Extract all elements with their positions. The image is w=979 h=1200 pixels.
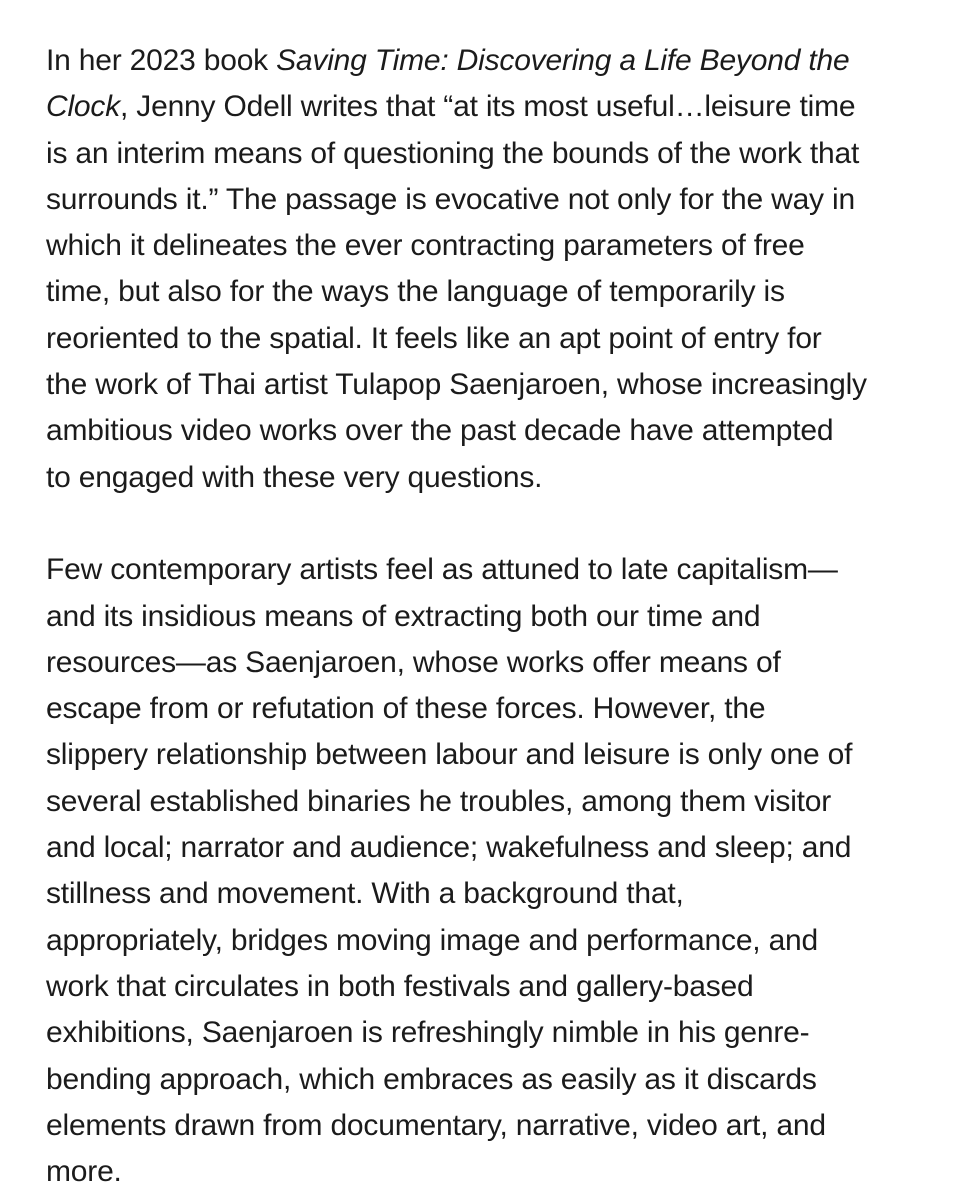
article-body — [46, 38, 946, 1195]
text-segment: , Jenny Odell writes that “at its most useful…leisure time — [120, 90, 856, 124]
text-segment: appropriately, bridges moving image and performance, and — [46, 923, 819, 957]
text-line — [46, 779, 946, 825]
text-line — [46, 825, 946, 871]
text-line — [46, 362, 946, 408]
paragraph-gap — [46, 501, 946, 547]
text-segment: time, but also for the ways the language of temporarily is — [46, 275, 785, 309]
text-segment: is an interim means of questioning the bounds of the work that — [46, 136, 860, 170]
text-line — [46, 131, 946, 177]
text-line — [46, 316, 946, 362]
book-title-italic: Clock — [46, 90, 121, 124]
text-line — [46, 640, 946, 686]
text-segment: In her 2023 book — [46, 44, 277, 77]
paragraph-2 — [46, 547, 946, 1195]
text-segment: stillness and movement. With a background that, — [46, 877, 684, 911]
text-segment: resources—as Saenjaroen, whose works offer means of — [46, 645, 781, 679]
text-segment: surrounds it.” The passage is evocative not only for the way in — [46, 182, 855, 216]
text-line — [46, 1057, 946, 1103]
text-line — [46, 594, 946, 640]
text-line — [46, 1103, 946, 1149]
text-line — [46, 177, 946, 223]
text-segment: work that circulates in both festivals and gallery-based — [46, 969, 754, 1003]
text-line — [46, 455, 946, 501]
text-line — [46, 1010, 946, 1056]
text-line — [46, 547, 946, 593]
text-segment: Few contemporary artists feel as attuned to late capitalism— — [46, 553, 838, 587]
text-segment: the work of Thai artist Tulapop Saenjaroen, whose increasingly — [46, 368, 867, 402]
text-line — [46, 871, 946, 917]
text-segment: exhibitions, Saenjaroen is refreshingly nimble in his genre- — [46, 1016, 810, 1050]
text-segment: bending approach, which embraces as easily as it discards — [46, 1062, 817, 1096]
text-segment: several established binaries he troubles, among them visitor — [46, 784, 832, 818]
text-segment: to engaged with these very questions. — [46, 460, 543, 494]
text-segment: slippery relationship between labour and leisure is only one of — [46, 738, 853, 772]
text-segment: ambitious video works over the past decade have attempted — [46, 414, 834, 448]
text-line — [46, 38, 946, 84]
text-line — [46, 1149, 946, 1195]
text-segment: elements drawn from documentary, narrative, video art, and — [46, 1108, 826, 1142]
paragraph-1 — [46, 38, 946, 501]
text-line — [46, 269, 946, 315]
text-segment: and local; narrator and audience; wakefulness and sleep; and — [46, 831, 852, 865]
text-segment: reoriented to the spatial. It feels like an apt point of entry for — [46, 321, 822, 355]
text-line — [46, 408, 946, 454]
text-line — [46, 223, 946, 269]
text-line — [46, 964, 946, 1010]
text-line — [46, 84, 946, 130]
text-segment: and its insidious means of extracting both our time and — [46, 599, 761, 633]
text-segment: which it delineates the ever contracting parameters of free — [46, 229, 805, 263]
text-line — [46, 732, 946, 778]
text-line — [46, 686, 946, 732]
text-line — [46, 918, 946, 964]
text-segment: escape from or refutation of these forces. However, the — [46, 692, 766, 726]
book-title-italic: Saving Time: Discovering a Life Beyond the — [276, 44, 850, 77]
text-segment: more. — [46, 1155, 122, 1189]
